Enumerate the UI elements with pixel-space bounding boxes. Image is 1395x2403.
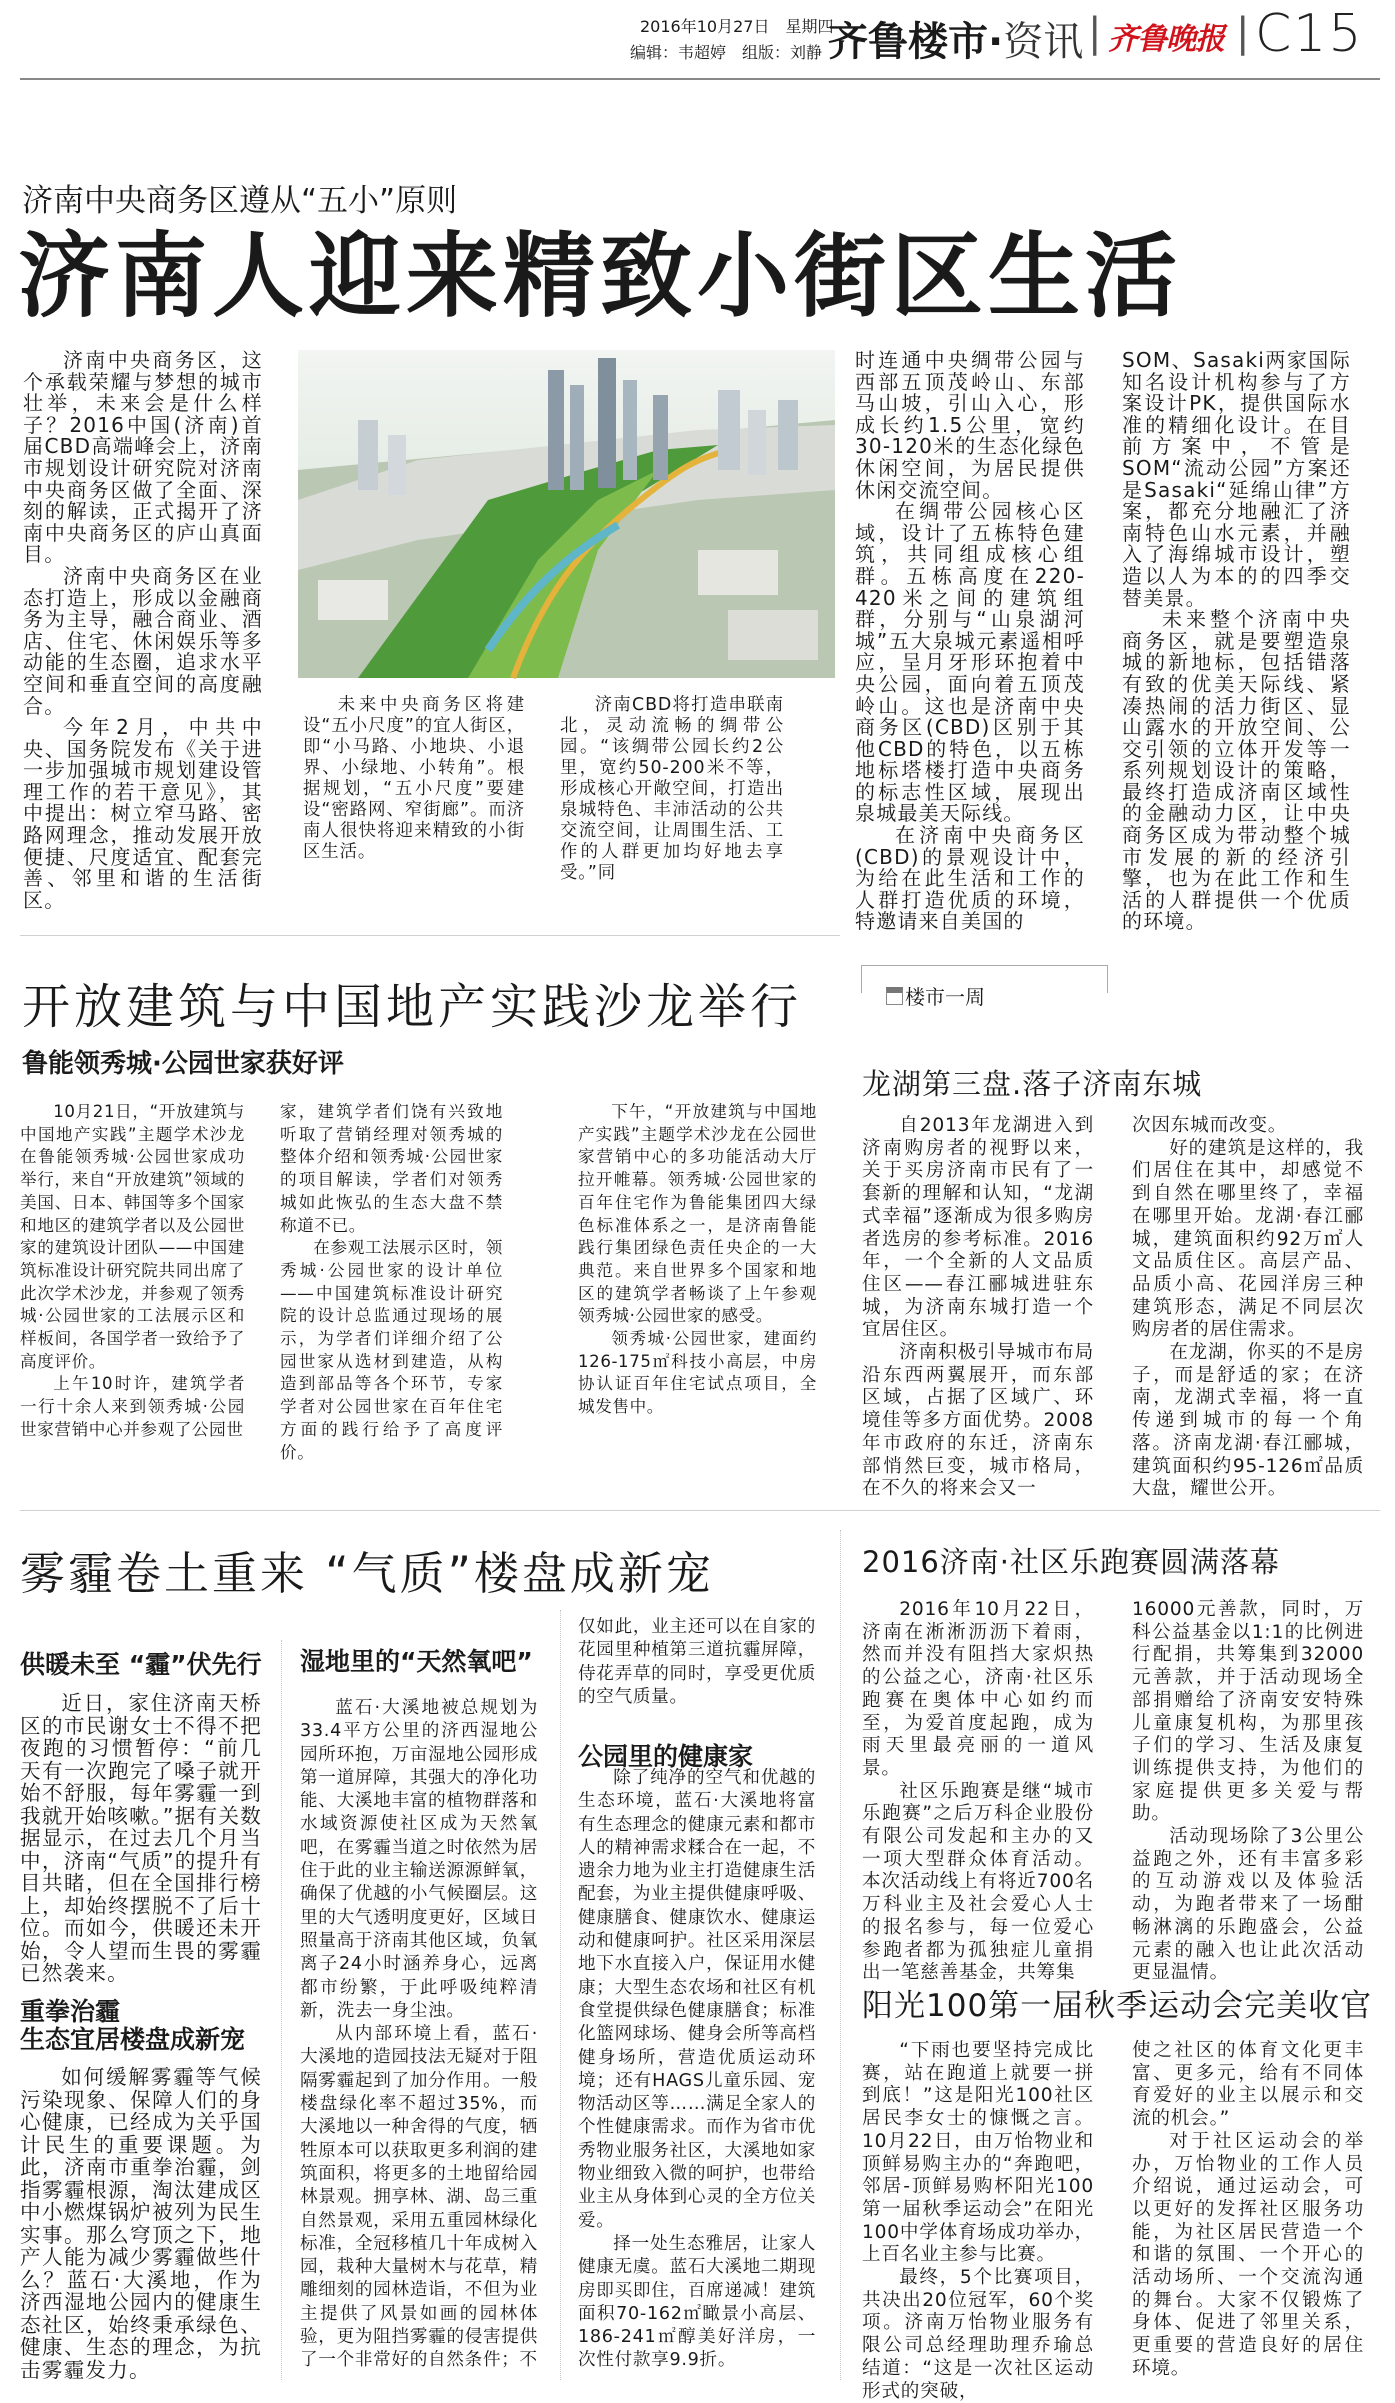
section-sub: 资讯: [1003, 19, 1084, 65]
sidebar-column-2: [1132, 1115, 1364, 1500]
sidebar-title: 龙湖第三盘.落子济南东城: [862, 1067, 1203, 1101]
article3-subhead-2a: 重拳治霾: [20, 1997, 121, 2026]
article2-column-3: [578, 1101, 817, 1461]
weekly-column-text: 楼市一周: [905, 985, 985, 1009]
paragraph: 自2013年龙湖进入到济南购房者的视野以来，关于买房济南市民有了一套新的理解和认知，“龙湖式幸福”逐渐成为很多购房者选房的参考标准。2016年，一个全新的人文品质住区——春江郦城进驻东城，为济南东城打造一个宜居住区。: [862, 1115, 1094, 1341]
article3-subhead-4: 公园里的健康家: [578, 1742, 754, 1771]
sports-column-1: [862, 2040, 1094, 2402]
sports-column-2: [1132, 2040, 1364, 2380]
column-marker-icon: [886, 987, 903, 1005]
paragraph: 济南中央商务区在业态打造上，形成以金融商务为主导，融合商业、酒店、住宅、休闲娱乐等多动能的生态圈，追求水平空间和垂直空间的高度融合。: [23, 563, 263, 718]
article2-headline: 开放建筑与中国地产实践沙龙举行: [22, 979, 803, 1035]
paragraph: 除了纯净的空气和优越的生态环境，蓝石·大溪地将富有生态理念的健康元素和都市人的精神需求糅合在一起，不遗余力地为业主打造健康生活配套，为业主提供健康呼吸、健康膳食、健康饮水、健康运动和健康呵护。社区采用深层地下水直接入户，保证用水健康；大型生态农场和社区有机食堂提供绿色健康膳食；标准化篮网球场、健身会所等高档健身场所，营造优质运动环境；还有HAGS儿童乐园、宠物活动区等……满足全家人的个性健康需求。而作为省市优秀物业服务社区，大溪地如家物业细致入微的呵护，也带给业主从身体到心灵的全方位关爱。: [578, 1768, 816, 2231]
section-main: 齐鲁楼市: [828, 19, 988, 65]
article1-headline: 济南人迎来精致小街区生活: [18, 223, 1183, 330]
article1-kicker: 济南中央商务区遵从“五小”原则: [22, 183, 458, 219]
paragraph: 对于社区运动会的举办，万怡物业的工作人员介绍说，通过运动会，可以更好的发挥社区服务功能，为社区居民营造一个和谐的氛围、一个开心的活动场所、一个交流沟通的舞台。大家不仅锻炼了身体、促进了邻里关系，更重要的营造良好的居住环境。: [1132, 2130, 1364, 2379]
paragraph: 济南积极引导城市布局沿东西两翼展开，而东部区域，占据了区域广、环境佳等多方面优势。2008年市政府的东迁，济南东部悄然巨变，城市格局，在不久的将来会又一: [862, 1342, 1094, 1500]
article1-column-1: [23, 348, 263, 912]
paragraph: 未来整个济南中央商务区，就是要塑造泉城的新地标，包括错落有致的优美天际线、紧凑热闹的活力街区、显山露水的开放空间、公交引领的立体开发等一系列规划设计的策略，最终打造成济南区域性的金融动力区，让中央商务区成为带动整个城市发展的新的经济引擎，也为在此工作和生活的人群提供一个优质的环境。: [1122, 607, 1351, 934]
paragraph: SOM、Sasaki两家国际知名设计机构参与了方案设计PK，提供国际水准的精细化设计。在目前方案中，不管是SOM“流动公园”方案还是Sasaki“延绵山律”方案，都充分地融汇了济南特色山水元素，并融入了海绵城市设计，塑造以人为本的的四季交替美景。: [1122, 348, 1351, 610]
paragraph: 近日，家住济南天桥区的市民谢女士不得不把夜跑的习惯暂停：“前几天有一次跑完了嗓子就开始不舒服，每年雾霾一到我就开始咳嗽。”据有关数据显示，在过去几个月当中，济南“气质”的提升有目共睹，但在全国排行榜上，却始终摆脱不了后十位。而如今，供暖还未开始，令人望而生畏的雾霾已然袭来。: [20, 1691, 262, 1985]
paragraph: 最终，5个比赛项目，共决出20位冠军，60个奖项。济南万怡物业服务有限公司总经理助理乔瑜总结道：“这是一次社区运动形式的突破，: [862, 2267, 1094, 2402]
section-divider: [20, 1510, 1380, 1511]
sports-title: 阳光100第一届秋季运动会完美收官: [862, 1988, 1373, 2024]
article1-column-2: [303, 695, 525, 895]
header-separator: |: [1088, 10, 1102, 56]
article2-column-1: [20, 1101, 245, 1461]
paragraph: 从内部环境上看，蓝石·大溪地的造园技法无疑对于阻隔雾霾起到了加分作用。一般楼盘绿化率不超过35%，而大溪地以一种舍得的气度，牺牲原本可以获取更多利润的建筑面积，将更多的土地留给园林景观。拥享林、湖、岛三重自然景观，采用五重园林绿化标准，全冠移植几十年成树入园，栽种大量树木与花草，精雕细刻的园林造诣，不但为业主提供了风景如画的园林体验，更为阻挡雾霾的侵害提供了一个非常好的自然条件；不: [300, 2024, 538, 2371]
section-title: [828, 10, 1083, 67]
article3-column-2: [300, 1697, 538, 2387]
paragraph: 上午10时许，建筑学者一行十余人来到领秀城·公园世家营销中心并参观了公园世: [20, 1374, 245, 1439]
paragraph: 使之社区的体育文化更丰富、更多元，给有不同体育爱好的业主以展示和交流的机会。”: [1132, 2040, 1364, 2130]
paragraph: 活动现场除了3公里公益跑之外，还有丰富多彩的互动游戏以及体验活动，为跑者带来了一场酣畅淋漓的乐跑盛会，公益元素的融入也让此次活动更显温情。: [1132, 1826, 1364, 1984]
paragraph: 领秀城·公园世家，建面约126-175㎡科技小高层，中房协认证百年住宅试点项目，全城发售中。: [578, 1329, 817, 1417]
paragraph: 次因东城而改变。: [1132, 1115, 1288, 1136]
article1-column-4: [855, 348, 1085, 934]
masthead-logo: 齐鲁晚报: [1108, 22, 1224, 57]
page-number: C15: [1255, 4, 1364, 64]
article3-column-3a: [578, 1616, 816, 1716]
cbd-rendering-image: [298, 350, 835, 678]
issue-date: 2016年10月27日 星期四: [640, 17, 834, 36]
paragraph: 济南CBD将打造串联南北，灵动流畅的绸带公园。“该绸带公园长约2公里，宽约50-200米不等，形成核心开敞空间，打造出泉城特色、丰沛活动的公共交流空间，让周围生活、工作的人群更加均好地去享受。”同: [560, 695, 784, 883]
paragraph: 好的建筑是这样的，我们居住在其中，却感觉不到自然在哪里终了，幸福在哪里开始。龙湖·春江郦城，建筑面积约92万㎡人文品质住区。高层产品、品质小高、花园洋房三种建筑形态，满足不同层次购房者的居住需求。: [1132, 1137, 1364, 1341]
paragraph: 下午，“开放建筑与中国地产实践”主题学术沙龙在公园世家营销中心的多功能活动大厅拉开帷幕。领秀城·公园世家的百年住宅作为鲁能集团四大绿色标准体系之一，是济南鲁能践行集团绿色责任央企的一大典范。来自世界多个国家和地区的建筑学者畅谈了上午参观领秀城·公园世家的感受。: [578, 1102, 817, 1326]
article1-column-3: [560, 695, 784, 895]
article2-column-2: [280, 1101, 503, 1461]
paragraph: 未来中央商务区将建设“五小尺度”的宜人街区，即“小马路、小地块、小退界、小绿地、小转角”。根据规划，“五小尺度”要建设“密路网、窄街廊”。而济南人很快将迎来精致的小街区生活。: [303, 695, 525, 862]
paragraph: 在龙湖，你买的不是房子，而是舒适的家；在济南，龙湖式幸福，将一直传递到城市的每一个角落。济南龙湖·春江郦城，建筑面积约95-126㎡品质大盘，耀世公开。: [1132, 1342, 1364, 1500]
paragraph: 2016年10月22日，济南在淅淅沥沥下着雨，然而并没有阻挡大家炽热的公益之心，济南·社区乐跑赛在奥体中心如约而至，为爱首度起跑，成为雨天里最亮丽的一道风景。: [862, 1599, 1094, 1779]
column-rule: [560, 1610, 561, 2380]
run-column-1: [862, 1599, 1094, 1984]
article3-subhead-3: 湿地里的“天然氧吧”: [300, 1647, 533, 1676]
section-divider: [20, 935, 840, 936]
article1-column-5: [1122, 348, 1351, 934]
sidebar-column-1: [862, 1115, 1094, 1500]
article3-subhead-1: 供暖未至 “霾”伏先行: [20, 1650, 262, 1679]
run-title: 2016济南·社区乐跑赛圆满落幕: [862, 1545, 1281, 1579]
page-header: [0, 0, 1395, 80]
paragraph: 仅如此，业主还可以在自家的花园里种植第三道抗霾屏障，侍花弄草的同时，享受更优质的空气质量。: [578, 1617, 816, 1707]
section-dot: ·: [988, 19, 1004, 65]
header-separator: |: [1236, 10, 1250, 56]
paragraph: 在绸带公园核心区域，设计了五栋特色建筑，共同组成核心组群。五栋高度在220-420米之间的建筑组群，分别与“山泉湖河城”五大泉城元素遥相呼应，呈月牙形环抱着中央公园，面向着五顶茂岭山。这也是济南中央商务区(CBD)区别于其他CBD的特色，以五栋地标塔楼打造中央商务的标志性区域，展现出泉城最美天际线。: [855, 499, 1085, 826]
column-rule: [840, 1530, 841, 2380]
paragraph: 时连通中央绸带公园与西部五顶茂岭山、东部马山坡，引山入心，形成长约1.5公里，宽约30-120米的生态化绿色休闲空间，为居民提供休闲交流空间。: [855, 348, 1085, 502]
paragraph: 今年2月，中共中央、国务院发布《关于进一步加强城市规划建设管理工作的若干意见》，其中提出：树立窄马路、密路网理念，推动发展开放便捷、尺度适宜、配套完善、邻里和谐的生活街区。: [23, 715, 263, 912]
run-column-2: [1132, 1599, 1364, 1984]
article3-subhead-2b: 生态宜居楼盘成新宠: [20, 2025, 246, 2054]
paragraph: 蓝石·大溪地被总规划为33.4平方公里的济西湿地公园所环抱，万亩湿地公园形成第一道屏障，其强大的净化功能、大溪地丰富的植物群落和水域资源使社区成为天然氧吧，在雾霾当道之时依然为居住于此的业主输送源源鲜氧，确保了优越的小气候圈层。这里的大气透明度更好，区域日照量高于济南其他区域，负氧离子24小时涵养身心，远离都市纷繁，于此呼吸纯粹清新，洗去一身尘浊。: [300, 1698, 538, 2021]
article3-headline: 雾霾卷土重来 “气质”楼盘成新宠: [20, 1547, 714, 1600]
article3-column-1b: [20, 2066, 262, 2386]
article3-column-1a: [20, 1691, 262, 1985]
paragraph: 10月21日，“开放建筑与中国地产实践”主题学术沙龙在鲁能领秀城·公园世家成功举行，来自“开放建筑”领域的美国、日本、韩国等多个国家和地区的建筑学者以及公园世家的建筑设计团队——中国建筑标准设计研究院共同出席了此次学术沙龙，并参观了领秀城·公园世家的工法展示区和样板间，各国学者一致给予了高度评价。: [20, 1102, 245, 1371]
editors-credit: 编辑：韦超婷 组版：刘静: [630, 43, 823, 62]
paragraph: 家，建筑学者们饶有兴致地听取了营销经理对领秀城的整体介绍和领秀城·公园世家的项目解读，学者们对领秀城如此恢弘的生态大盘不禁称道不已。: [280, 1102, 503, 1235]
paragraph: 16000元善款，同时，万科公益基金以1:1的比例进行配捐，共筹集到32000元善款，并于活动现场全部捐赠给了济南安安特殊儿童康复机构，为那里孩子们的学习、生活及康复训练提供支持，为他们的家庭提供更多关爱与帮助。: [1132, 1599, 1364, 1825]
weekly-column-label: [886, 981, 989, 1010]
article3-column-3b: [578, 1767, 816, 2382]
header-rule: [20, 78, 1380, 80]
paragraph: “下雨也要坚持完成比赛，站在跑道上就要一拼到底！”这是阳光100社区居民李女士的慷慨之言。10月22日，由万怡物业和顶鲜易购主办的“奔跑吧，邻居-顶鲜易购杯阳光100第一届秋季运动会”在阳光100中学体育场成功举办，上百名业主参与比赛。: [862, 2040, 1094, 2266]
paragraph: 如何缓解雾霾等气候污染现象、保障人们的身心健康，已经成为关乎国计民生的重要课题。为此，济南市重拳治霾，剑指雾霾根源，淘汰建成区中小燃煤锅炉被列为民生实事。那么穹顶之下，地产人能为减少雾霾做些什么？蓝石·大溪地，作为济西湿地公园内的健康生态社区，始终秉承绿色、健康、生态的理念，为抗击雾霾发力。: [20, 2065, 262, 2382]
paragraph: 择一处生态雅居，让家人健康无虞。蓝石大溪地二期现房即买即住，百席递减！建筑面积70-162㎡瞰景小高层、186-241㎡醇美好洋房，一次性付款享9.9折。: [578, 2233, 816, 2371]
column-rule: [281, 1640, 282, 2380]
paragraph: 在济南中央商务区(CBD)的景观设计中，为给在此生活和工作的人群打造优质的环境，特邀请来自美国的: [855, 823, 1085, 934]
paragraph: 在参观工法展示区时，领秀城·公园世家的设计单位——中国建筑标准设计研究院的设计总监通过现场的展示，为学者们详细介绍了公园世家从选材到建造，从构造到部品等各个环节，专家学者对公园世家在百年住宅方面的践行给予了高度评价。: [280, 1238, 503, 1462]
paragraph: 济南中央商务区，这个承载荣耀与梦想的城市壮举，未来会是什么样子？2016中国(济南)首届CBD高端峰会上，济南市规划设计研究院对济南中央商务区做了全面、深刻的解读，正式揭开了济南中央商务区的庐山真面目。: [23, 348, 263, 567]
paragraph: 社区乐跑赛是继“城市乐跑赛”之后万科企业股份有限公司发起和主办的又一项大型群众体育活动。本次活动线上有将近700名万科业主及社会爱心人士的报名参与，每一位爱心参跑者都为孤独症儿童捐出一笔慈善基金，共筹集: [862, 1780, 1094, 1984]
article2-subhead: 鲁能领秀城·公园世家获好评: [22, 1049, 344, 1079]
